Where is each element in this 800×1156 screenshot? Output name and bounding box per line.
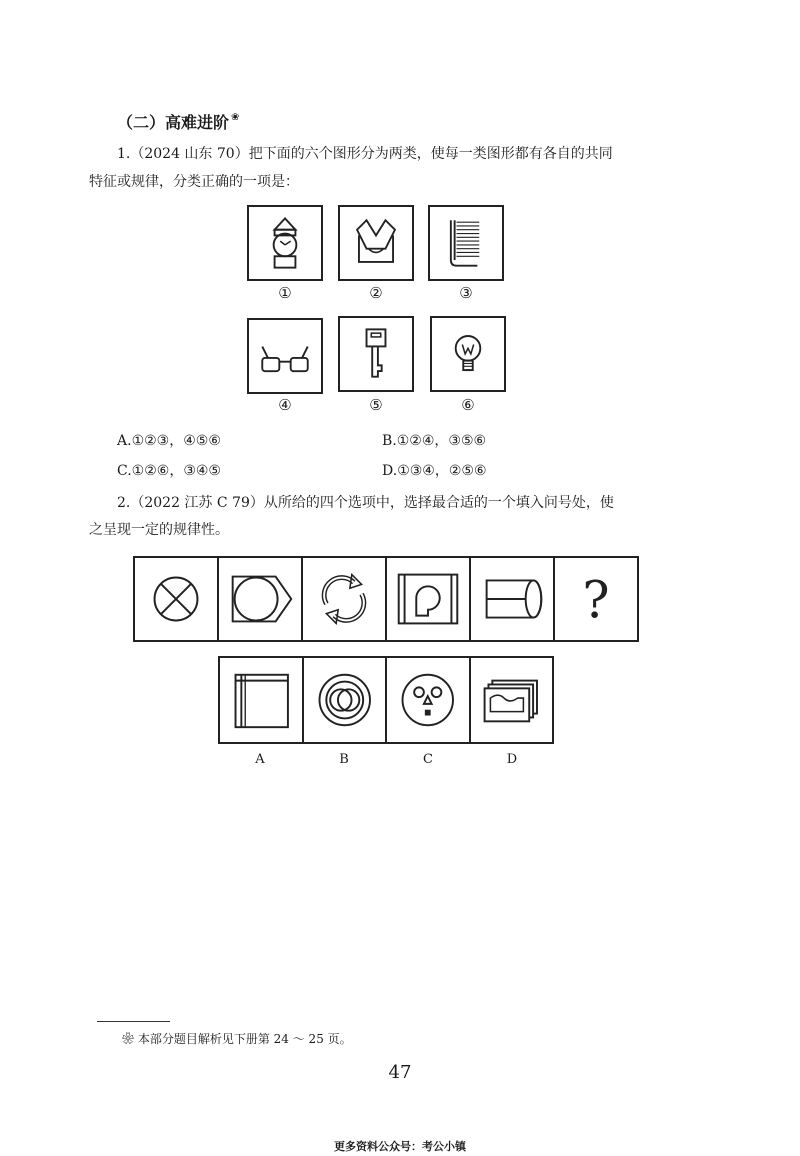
face-icon: [387, 658, 469, 742]
circle-cross-icon: [135, 558, 217, 640]
pentagon-circle-icon: [219, 558, 301, 640]
q1-label-4: ④: [278, 396, 292, 414]
q1-figure-5: [338, 316, 414, 392]
option-letter: D.: [382, 463, 398, 479]
q1-figure-2: [338, 205, 414, 281]
q1-label-6: ⑥: [461, 396, 475, 414]
flower-mark-icon: ❀: [231, 112, 240, 123]
q2-cell-6: [555, 558, 637, 640]
circular-arrows-icon: [303, 558, 385, 640]
q1-option-a[interactable]: [117, 430, 221, 450]
watch-icon: [249, 207, 321, 279]
q2-cell-3: [303, 558, 387, 640]
stacked-cards-icon: [471, 658, 553, 742]
q1-option-c[interactable]: [117, 460, 221, 480]
q1-figure-6: [430, 316, 506, 392]
q2-answer-c[interactable]: [387, 658, 471, 742]
question-mark-cell: [555, 558, 637, 640]
comb-icon: [430, 207, 502, 279]
q1-label-1: ①: [278, 284, 292, 302]
lightbulb-icon: [432, 318, 504, 390]
q1-text-line2: 特征或规律，分类正确的一项是：: [89, 174, 299, 190]
q1-option-b[interactable]: [382, 430, 486, 450]
footnote-divider: [97, 1021, 170, 1022]
q1-figure-1: [247, 205, 323, 281]
option-text: ①②⑥，③④⑤: [131, 463, 221, 479]
cylinder-icon: [471, 558, 553, 640]
glasses-icon: [249, 320, 321, 392]
option-text: ①②③，④⑤⑥: [131, 433, 221, 449]
q2-answer-label-a: A: [255, 752, 265, 767]
option-text: ①③④，②⑤⑥: [397, 463, 487, 479]
concentric-crescent-icon: [304, 658, 386, 742]
frame-drop-icon: [387, 558, 469, 640]
bag-icon: [340, 207, 412, 279]
q2-answer-label-b: B: [339, 752, 349, 767]
q2-answer-label-d: D: [506, 752, 518, 767]
q2-cell-5: [471, 558, 555, 640]
q2-text-line1: 2.（2022 江苏 C 79）从所给的四个选项中，选择最合适的一个填入问号处，使: [117, 495, 614, 511]
q1-figure-4: [247, 318, 323, 394]
question-mark: ?: [582, 570, 610, 630]
footnote: [122, 1030, 352, 1047]
q2-answer-label-c: C: [423, 752, 433, 767]
frame-square-icon: [220, 658, 302, 742]
footnote-text: 本部分题目解析见下册第 24 ～ 25 页。: [137, 1032, 352, 1046]
option-letter: A.: [117, 433, 132, 449]
q2-question-strip: [133, 556, 639, 642]
q2-answer-strip: [218, 656, 554, 744]
q2-answer-d[interactable]: [471, 658, 553, 742]
section-title: [117, 110, 239, 133]
q2-cell-4: [387, 558, 471, 640]
q2-text-line2: 之呈现一定的规律性。: [89, 522, 229, 538]
q1-text-line1: 1.（2024 山东 70）把下面的六个图形分为两类，使每一类图形都有各自的共同: [117, 146, 613, 162]
q1-label-3: ③: [459, 284, 473, 302]
option-letter: C.: [117, 463, 132, 479]
q1-label-5: ⑤: [369, 396, 383, 414]
q2-cell-2: [219, 558, 303, 640]
q2-cell-1: [135, 558, 219, 640]
option-text: ①②④，③⑤⑥: [396, 433, 487, 449]
flower-mark-icon: ❀: [122, 1032, 135, 1046]
q1-figure-3: [428, 205, 504, 281]
q2-answer-b[interactable]: [304, 658, 388, 742]
q1-label-2: ②: [369, 284, 383, 302]
section-title-text: （二）高难进阶: [117, 113, 230, 132]
option-letter: B.: [382, 433, 397, 449]
q1-option-d[interactable]: [382, 460, 487, 480]
page-number: 47: [388, 1062, 412, 1083]
q2-answer-a[interactable]: [220, 658, 304, 742]
key-icon: [340, 318, 412, 390]
bottom-note: 更多资料公众号：考公小镇: [334, 1140, 466, 1153]
